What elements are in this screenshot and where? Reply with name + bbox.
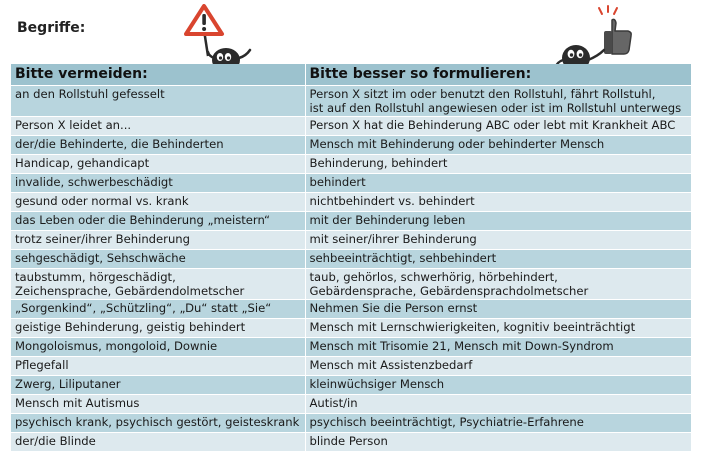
term-to-avoid: Person X leidet an...	[11, 117, 305, 136]
table-row	[11, 117, 691, 136]
preferred-term: Mensch mit Behinderung oder behinderter Mensch	[305, 136, 691, 155]
term-to-avoid: der/die Blinde	[11, 433, 305, 452]
table-row	[11, 250, 691, 269]
table-row	[11, 86, 691, 117]
table-row	[11, 212, 691, 231]
table-row	[11, 376, 691, 395]
term-to-avoid: taubstumm, hörgeschädigt, Zeichensprache, Gebärdendolmetscher	[11, 269, 305, 300]
preferred-term: behindert	[305, 174, 691, 193]
preferred-term: mit der Behinderung leben	[305, 212, 691, 231]
preferred-term: Mensch mit Lernschwierigkeiten, kognitiv beeinträchtigt	[305, 319, 691, 338]
term-to-avoid: Zwerg, Liliputaner	[11, 376, 305, 395]
preferred-term: mit seiner/ihrer Behinderung	[305, 231, 691, 250]
table-row	[11, 193, 691, 212]
preferred-term: sehbeeinträchtigt, sehbehindert	[305, 250, 691, 269]
preferred-term: nichtbehindert vs. behindert	[305, 193, 691, 212]
table-row	[11, 136, 691, 155]
preferred-term: Autist/in	[305, 395, 691, 414]
column-header-avoid: Bitte vermeiden:	[11, 64, 305, 86]
table-row	[11, 155, 691, 174]
term-to-avoid: Handicap, gehandicapt	[11, 155, 305, 174]
table-row	[11, 319, 691, 338]
terms-table	[11, 64, 691, 452]
term-to-avoid: psychisch krank, psychisch gestört, geisteskrank	[11, 414, 305, 433]
term-to-avoid: geistige Behinderung, geistig behindert	[11, 319, 305, 338]
table-row	[11, 231, 691, 250]
preferred-term: blinde Person	[305, 433, 691, 452]
preferred-term: Behinderung, behindert	[305, 155, 691, 174]
term-to-avoid: Mensch mit Autismus	[11, 395, 305, 414]
table-row	[11, 300, 691, 319]
table-row	[11, 357, 691, 376]
term-to-avoid: trotz seiner/ihrer Behinderung	[11, 231, 305, 250]
table-row	[11, 338, 691, 357]
term-to-avoid: der/die Behinderte, die Behinderten	[11, 136, 305, 155]
term-to-avoid: an den Rollstuhl gefesselt	[11, 86, 305, 117]
page-heading: Begriffe:	[17, 20, 86, 36]
table-header-row	[11, 64, 691, 86]
term-to-avoid: sehgeschädigt, Sehschwäche	[11, 250, 305, 269]
term-to-avoid: „Sorgenkind“, „Schützling“, „Du“ statt „Sie“	[11, 300, 305, 319]
column-header-better: Bitte besser so formulieren:	[305, 64, 691, 86]
preferred-term: kleinwüchsiger Mensch	[305, 376, 691, 395]
preferred-term: Nehmen Sie die Person ernst	[305, 300, 691, 319]
table-row	[11, 174, 691, 193]
preferred-term: psychisch beeinträchtigt, Psychiatrie-Erfahrene	[305, 414, 691, 433]
preferred-term: Mensch mit Assistenzbedarf	[305, 357, 691, 376]
preferred-term: Person X hat die Behinderung ABC oder lebt mit Krankheit ABC	[305, 117, 691, 136]
term-to-avoid: Mongoloismus, mongoloid, Downie	[11, 338, 305, 357]
table-row	[11, 414, 691, 433]
term-to-avoid: gesund oder normal vs. krank	[11, 193, 305, 212]
term-to-avoid: das Leben oder die Behinderung „meistern“	[11, 212, 305, 231]
preferred-term: Mensch mit Trisomie 21, Mensch mit Down-Syndrom	[305, 338, 691, 357]
table-row	[11, 269, 691, 300]
term-to-avoid: Pflegefall	[11, 357, 305, 376]
terms-table-body	[11, 86, 691, 452]
table-row	[11, 433, 691, 452]
preferred-term: Person X sitzt im oder benutzt den Rollstuhl, fährt Rollstuhl, ist auf den Rollstuhl angewiesen oder ist im Rollstuhl unterwegs	[305, 86, 691, 117]
preferred-term: taub, gehörlos, schwerhörig, hörbehindert, Gebärdensprache, Gebärdensprachdolmetscher	[305, 269, 691, 300]
term-to-avoid: invalide, schwerbeschädigt	[11, 174, 305, 193]
table-row	[11, 395, 691, 414]
